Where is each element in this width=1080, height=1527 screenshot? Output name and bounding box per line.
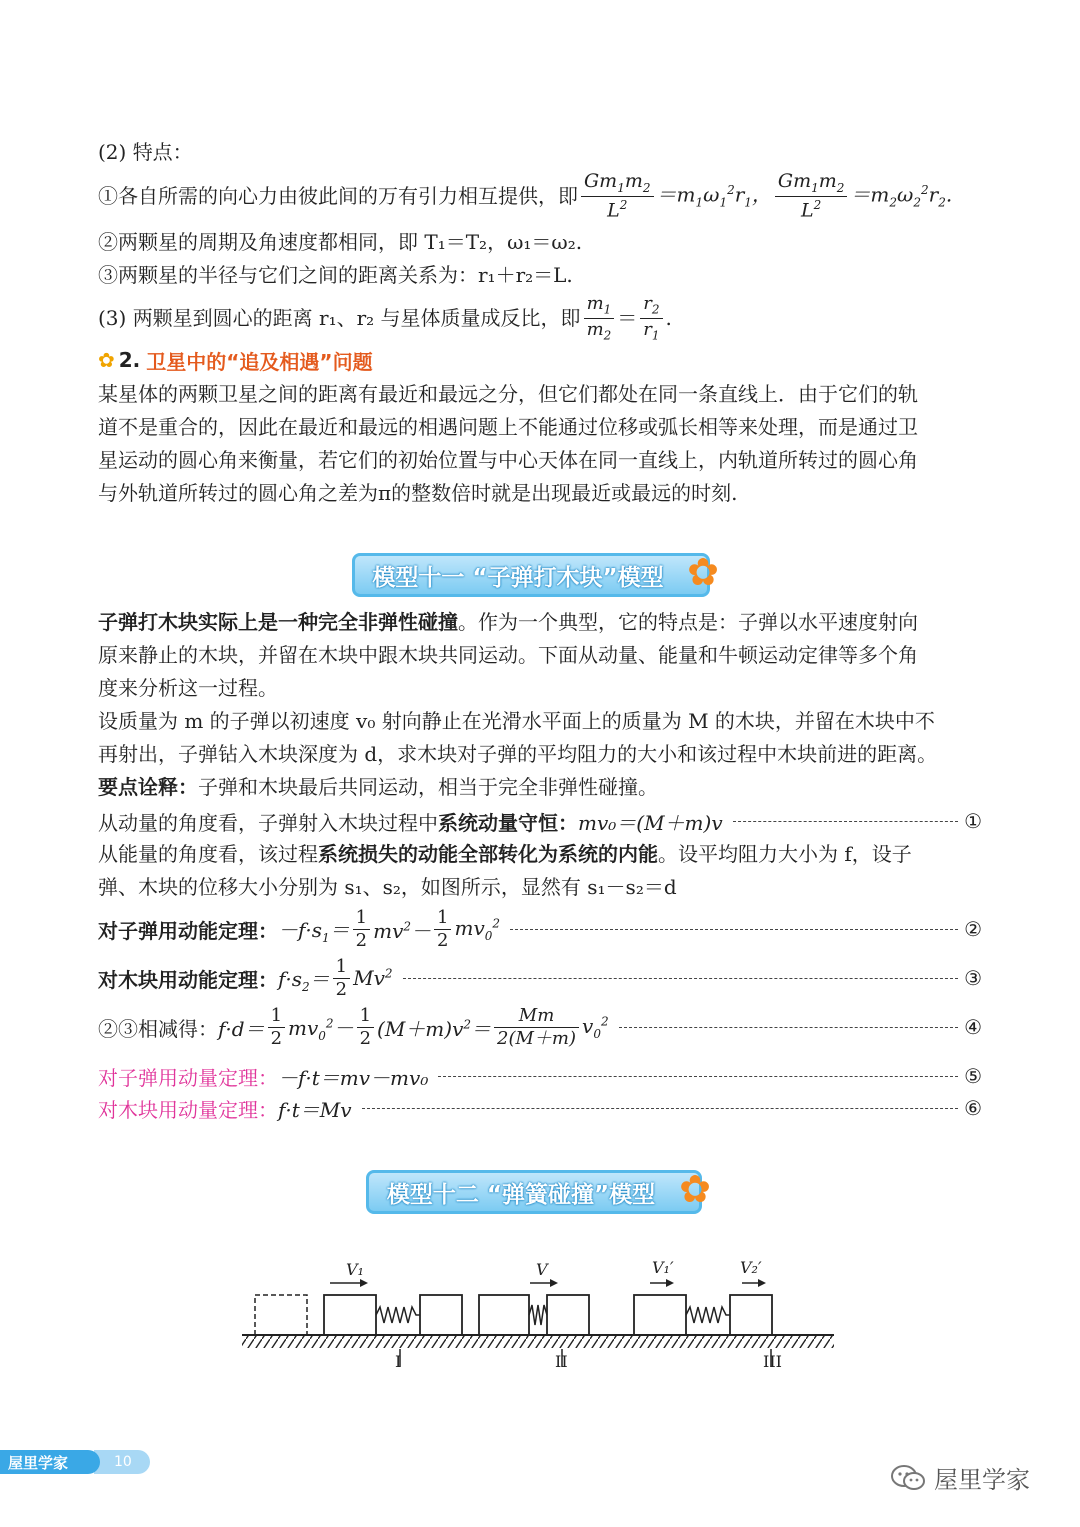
block-a <box>324 1295 376 1335</box>
stage-label: III <box>763 1352 782 1371</box>
flower-icon: ✿ <box>679 1167 711 1211</box>
footer-brand: 屋里学家 <box>0 1450 100 1474</box>
block-b <box>547 1295 589 1335</box>
part2-item2: ②两颗星的周期及角速度都相同，即 T₁＝T₂，ω₁＝ω₂. <box>98 230 583 254</box>
intro-bold: 子弹打木块实际上是一种完全非弹性碰撞 <box>98 610 458 634</box>
energy-bold: 系统损失的动能全部转化为系统的内能 <box>318 842 658 866</box>
dash-leader <box>510 929 958 930</box>
eq5-label: 对子弹用动量定理： <box>98 1065 278 1090</box>
dash-leader <box>403 978 959 979</box>
part2-heading: (2) 特点： <box>98 140 193 164</box>
spring-collision-diagram <box>230 1255 850 1385</box>
model11-setup-2: 再射出，子弹钻入木块深度为 d，求木块对子弹的平均阻力的大小和该过程中木块前进的距离。 <box>98 742 938 766</box>
velocity-label: V <box>536 1260 548 1279</box>
eq6-label: 对木块用动量定理： <box>98 1097 278 1122</box>
eq3-row: 对木块用动能定理： $f\cdot s_2=$ $\frac{1}{2}$ Mv$^2$ ③ <box>98 955 982 1000</box>
eq4-label: ②③相减得： <box>98 1016 218 1041</box>
eq2-label: 对子弹用动能定理： <box>98 918 278 943</box>
eq4-row: ②③相减得： f·d＝ $\frac{1}{2}$ $mv_0^2-$ $\frac{1}{2}$ $(M+m)v^2=$ $\frac{Mm}{2(M+m)}$ $v_0^2$ ④ <box>98 1004 982 1049</box>
dash-leader <box>733 821 958 822</box>
intro-rest: 。作为一个典型，它的特点是：子弹以水平速度射向 <box>458 610 918 634</box>
velocity-label: V₂′ <box>740 1258 762 1277</box>
velocity-label: V₁ <box>346 1260 364 1279</box>
page-number: 10 <box>94 1450 150 1474</box>
part2-item1: ①各自所需的向心力由彼此间的万有引力相互提供，即 $\frac{Gm_1m_2}{L^2}$ $=m_1\omega_1^2r_1$， $\frac{Gm_1m_2}{L^2}$ $=m_2\omega_2^2r_2$. <box>98 169 953 222</box>
fraction: $\frac{Gm_1m_2}{L^2}$ <box>775 172 848 220</box>
momentum-bold: 系统动量守恒： <box>438 810 578 835</box>
velocity-label: V₁′ <box>652 1258 674 1277</box>
eq3-label: 对木块用动能定理： <box>98 967 278 992</box>
part3-text: (3) 两颗星到圆心的距离 r₁、r₂ 与星体质量成反比，即 <box>98 306 581 330</box>
arrow-icon <box>360 1279 368 1287</box>
flower-icon: ✿ <box>687 550 719 594</box>
energy-line <box>98 838 982 870</box>
block-b <box>730 1295 772 1335</box>
eq-marker: ⑤ <box>964 1064 982 1088</box>
energy-line-2: 弹、木块的位移大小分别为 s₁、s₂，如图所示，显然有 s₁－s₂＝d <box>98 875 677 899</box>
eq-marker: ① <box>964 809 982 833</box>
eq2-row: 对子弹用动能定理： $-f\cdot s_1=$ $\frac{1}{2}$ $mv^2-$ $\frac{1}{2}$ $mv_0^2$ ② <box>98 906 982 951</box>
banner-title: 模型十二 “弹簧碰撞”模型 <box>386 1181 656 1208</box>
watermark-text: 屋里学家 <box>934 1466 1030 1494</box>
dash-leader <box>619 1027 958 1028</box>
section2-heading <box>98 345 373 375</box>
momentum-pre: 从动量的角度看，子弹射入木块过程中 <box>98 810 438 835</box>
energy-rest: 。设平均阻力大小为 f，设子 <box>658 842 912 866</box>
section-number: 2. <box>118 348 141 372</box>
momentum-eq: mv₀＝(M＋m)v <box>578 810 723 835</box>
key-text: 子弹和木块最后共同运动，相当于完全非弹性碰撞。 <box>198 775 658 799</box>
energy-pre: 从能量的角度看，该过程 <box>98 842 318 866</box>
model11-intro-3: 度来分析这一过程。 <box>98 676 278 700</box>
eq6-expr: f·t＝Mv <box>278 1097 352 1122</box>
model11-banner <box>352 550 719 597</box>
fraction: $\frac{m_1}{m_2}$ <box>584 295 615 341</box>
arrow-icon <box>550 1279 558 1287</box>
wechat-icon <box>890 1464 926 1492</box>
model11-setup-1: 设质量为 m 的子弹以初速度 v₀ 射向静止在光滑水平面上的质量为 M 的木块，并留在木块中不 <box>98 709 935 733</box>
fraction: $\frac{Gm_1m_2}{L^2}$ <box>581 172 654 220</box>
flower-icon: ✿ <box>98 348 115 372</box>
dashed-block <box>255 1295 307 1335</box>
eq-marker: ② <box>964 917 982 941</box>
block-a <box>634 1295 686 1335</box>
block-a <box>479 1295 529 1335</box>
section-title: 卫星中的“追及相遇”问题 <box>146 349 373 374</box>
eq-marker: ⑥ <box>964 1096 982 1120</box>
stage-label: II <box>555 1352 568 1371</box>
key-label: 要点诠释： <box>98 775 198 799</box>
spring <box>686 1307 730 1323</box>
banner-title: 模型十一 “子弹打木块”模型 <box>372 564 664 591</box>
stage-label: I <box>395 1352 402 1371</box>
section2-para-line: 与外轨道所转过的圆心角之差为π的整数倍时就是出现最近或最远的时刻. <box>98 481 738 505</box>
spring <box>529 1305 547 1325</box>
ground-hatch <box>242 1336 834 1348</box>
dash-leader <box>438 1076 958 1077</box>
model11-intro-2: 原来静止的木块，并留在木块中跟木块共同运动。下面从动量、能量和牛顿运动定律等多个角 <box>98 643 918 667</box>
eq5-expr: －f·t＝mv－mv₀ <box>278 1065 429 1090</box>
momentum-row <box>98 801 982 841</box>
section2-para-line: 某星体的两颗卫星之间的距离有最近和最远之分，但它们都处在同一条直线上．由于它们的轨 <box>98 382 918 406</box>
arrow-icon <box>758 1279 766 1287</box>
model11-intro <box>98 606 982 638</box>
model12-banner <box>366 1167 711 1214</box>
watermark <box>890 1460 1030 1495</box>
arrow-icon <box>666 1279 674 1287</box>
block-b <box>420 1295 462 1335</box>
part2-item3: ③两颗星的半径与它们之间的距离关系为：r₁＋r₂＝L. <box>98 263 573 287</box>
section2-para-line: 星运动的圆心角来衡量，若它们的初始位置与中心天体在同一直线上，内轨道所转过的圆心角 <box>98 448 918 472</box>
part3-line: (3) 两颗星到圆心的距离 r₁、r₂ 与星体质量成反比，即 $\frac{m_1}{m_2}$ ＝ $\frac{r_2}{r_1}$ . <box>98 292 672 343</box>
spring <box>376 1307 420 1323</box>
model11-key <box>98 771 982 803</box>
section2-para-line: 道不是重合的，因此在最近和最远的相遇问题上不能通过位移或弧长相等来处理，而是通过卫 <box>98 415 918 439</box>
fraction: $\frac{r_2}{r_1}$ <box>640 295 662 341</box>
item1-text: ①各自所需的向心力由彼此间的万有引力相互提供，即 <box>98 184 578 208</box>
eq-marker: ④ <box>964 1015 982 1039</box>
dash-leader <box>362 1108 958 1109</box>
eq-marker: ③ <box>964 966 982 990</box>
eq6-row <box>98 1088 982 1128</box>
